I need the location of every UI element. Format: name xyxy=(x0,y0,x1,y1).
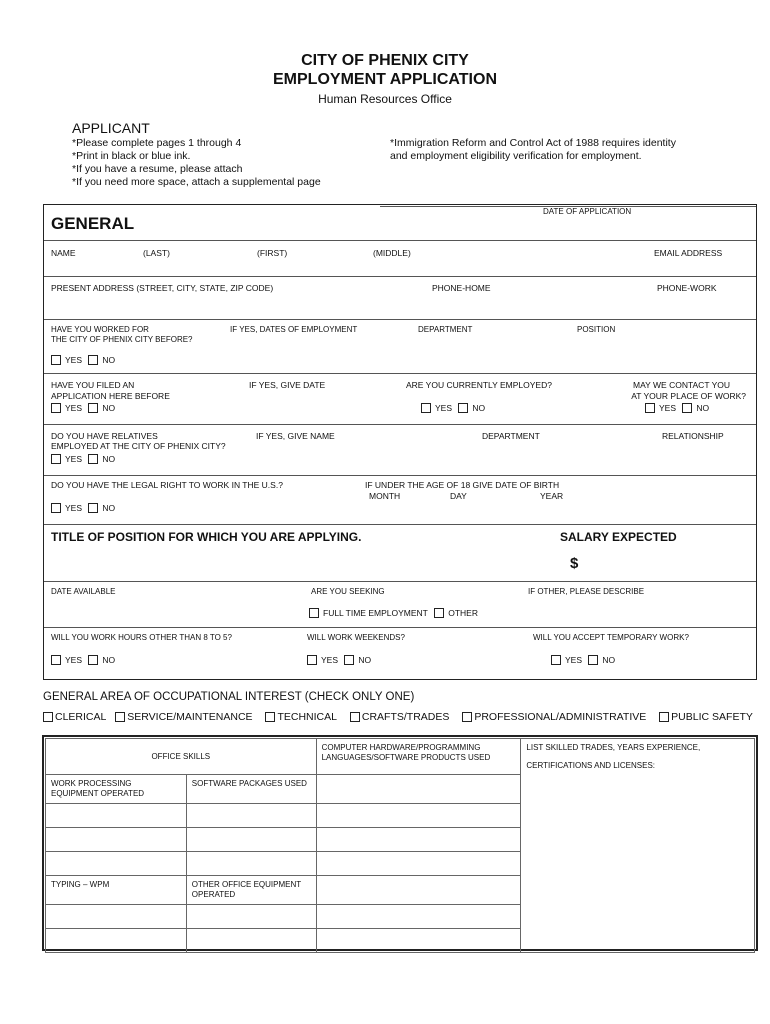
skills-table xyxy=(45,738,755,953)
checkbox-icon[interactable] xyxy=(51,403,61,413)
word-processing-input[interactable] xyxy=(46,828,187,852)
interest-option-service[interactable] xyxy=(115,711,252,723)
filed-line1: HAVE YOU FILED AN xyxy=(51,380,135,390)
yes-label: YES xyxy=(65,454,83,464)
yes-option[interactable] xyxy=(51,503,82,513)
software-input[interactable] xyxy=(186,804,316,828)
yes-option[interactable] xyxy=(51,454,82,464)
checkbox-icon[interactable] xyxy=(51,655,61,665)
no-label: NO xyxy=(102,503,116,513)
phone-home-label: PHONE-HOME xyxy=(432,283,491,293)
other-describe-label: IF OTHER, PLEASE DESCRIBE xyxy=(528,587,645,596)
yes-label: YES xyxy=(65,403,83,413)
weekends-choice xyxy=(307,655,371,667)
no-option[interactable] xyxy=(88,454,115,464)
temporary-choice xyxy=(551,655,615,667)
yes-label: YES xyxy=(65,655,83,665)
interest-option-technical[interactable] xyxy=(265,711,337,723)
checkbox-icon[interactable] xyxy=(350,712,360,722)
checkbox-icon[interactable] xyxy=(307,655,317,665)
date-available-label: DATE AVAILABLE xyxy=(51,587,116,596)
other-option[interactable] xyxy=(434,608,478,618)
contact-line2: AT YOUR PLACE OF WORK? xyxy=(631,391,746,401)
computer-hw-input[interactable] xyxy=(316,804,521,828)
relatives-choice xyxy=(51,454,115,466)
general-title: GENERAL xyxy=(51,214,135,233)
checkbox-icon[interactable] xyxy=(88,503,98,513)
no-label: NO xyxy=(696,403,710,413)
no-label: NO xyxy=(602,655,616,665)
checkbox-icon[interactable] xyxy=(344,655,354,665)
checkbox-icon[interactable] xyxy=(265,712,275,722)
computer-hw-input[interactable] xyxy=(316,775,521,804)
checkbox-icon[interactable] xyxy=(88,403,98,413)
yes-label: YES xyxy=(435,403,453,413)
other-equipment-input[interactable] xyxy=(186,905,316,929)
temporary-label: WILL YOU ACCEPT TEMPORARY WORK? xyxy=(533,633,689,642)
city-title: CITY OF PHENIX CITY xyxy=(301,52,469,69)
yes-option[interactable] xyxy=(645,403,676,413)
relative-department-label: DEPARTMENT xyxy=(482,431,540,441)
interest-option-clerical[interactable] xyxy=(43,711,106,723)
middle-label: (MIDDLE) xyxy=(373,248,411,258)
computer-hw-input[interactable] xyxy=(316,929,521,953)
relatives-label xyxy=(51,431,226,451)
worked-before-label xyxy=(51,325,193,345)
computer-hw-input[interactable] xyxy=(316,852,521,876)
interest-option-crafts[interactable] xyxy=(350,711,450,723)
checkbox-icon[interactable] xyxy=(682,403,692,413)
date-of-application-label: DATE OF APPLICATION xyxy=(543,207,632,216)
present-address-label: PRESENT ADDRESS (STREET, CITY, STATE, ZIP CODE) xyxy=(51,283,274,293)
hours-choice xyxy=(51,655,115,667)
checkbox-icon[interactable] xyxy=(309,608,319,618)
software-input[interactable] xyxy=(186,828,316,852)
word-processing-input[interactable] xyxy=(46,804,187,828)
checkbox-icon[interactable] xyxy=(588,655,598,665)
checkbox-icon[interactable] xyxy=(659,712,669,722)
no-label: NO xyxy=(472,403,486,413)
no-option[interactable] xyxy=(344,655,371,665)
first-label: (FIRST) xyxy=(257,248,288,258)
checkbox-icon[interactable] xyxy=(51,355,61,365)
checkbox-icon[interactable] xyxy=(551,655,561,665)
immigration-note xyxy=(390,137,676,163)
interest-label: CRAFTS/TRADES xyxy=(361,711,450,723)
full-time-option[interactable] xyxy=(309,608,428,618)
no-label: NO xyxy=(358,655,372,665)
no-option[interactable] xyxy=(458,403,485,413)
yes-option[interactable] xyxy=(51,403,82,413)
last-label: (LAST) xyxy=(143,248,170,258)
other-equipment-input[interactable] xyxy=(186,929,316,953)
yes-option[interactable] xyxy=(551,655,582,665)
currently-employed-choice xyxy=(421,403,485,415)
no-option[interactable] xyxy=(88,403,115,413)
contact-at-work-label xyxy=(610,380,746,402)
yes-option[interactable] xyxy=(307,655,338,665)
typing-input[interactable] xyxy=(46,905,187,929)
dollar-sign: $ xyxy=(570,555,579,572)
word-processing-input[interactable] xyxy=(46,852,187,876)
contact-line1: MAY WE CONTACT YOU xyxy=(633,380,730,390)
give-date-label: IF YES, GIVE DATE xyxy=(249,380,326,390)
checkbox-icon[interactable] xyxy=(88,655,98,665)
legal-right-choice xyxy=(51,503,115,515)
interest-label: PUBLIC SAFETY xyxy=(671,711,753,723)
interest-label: CLERICAL xyxy=(55,711,107,723)
phone-work-label: PHONE-WORK xyxy=(657,283,717,293)
weekends-label: WILL WORK WEEKENDS? xyxy=(307,633,405,642)
name-label: NAME xyxy=(51,248,76,258)
computer-hw-header: COMPUTER HARDWARE/PROGRAMMING LANGUAGES/SOFTWARE PRODUCTS USED xyxy=(316,739,521,775)
interest-label: PROFESSIONAL/ADMINISTRATIVE xyxy=(474,711,647,723)
instruction-line: *If you have a resume, please attach xyxy=(72,163,243,175)
give-name-label: IF YES, GIVE NAME xyxy=(256,431,335,441)
software-packages-label: SOFTWARE PACKAGES USED xyxy=(186,775,316,804)
software-input[interactable] xyxy=(186,852,316,876)
yes-option[interactable] xyxy=(51,355,82,365)
checkbox-icon[interactable] xyxy=(88,454,98,464)
department-label: DEPARTMENT xyxy=(418,325,473,334)
no-option[interactable] xyxy=(682,403,709,413)
checkbox-icon[interactable] xyxy=(115,712,125,722)
interest-options xyxy=(43,711,753,725)
yes-option[interactable] xyxy=(421,403,452,413)
no-label: NO xyxy=(102,655,116,665)
checkbox-icon[interactable] xyxy=(43,712,53,722)
office-skills-header: OFFICE SKILLS xyxy=(46,739,317,775)
checkbox-icon[interactable] xyxy=(51,454,61,464)
relationship-label: RELATIONSHIP xyxy=(662,431,724,441)
relatives-line1: DO YOU HAVE RELATIVES xyxy=(51,431,158,441)
interest-heading: GENERAL AREA OF OCCUPATIONAL INTEREST (CHECK ONLY ONE) xyxy=(43,691,415,703)
office-subtitle: Human Resources Office xyxy=(318,92,452,106)
email-label: EMAIL ADDRESS xyxy=(654,248,723,258)
checkbox-icon[interactable] xyxy=(421,403,431,413)
no-option[interactable] xyxy=(88,503,115,513)
year-label: YEAR xyxy=(540,491,564,501)
interest-label: TECHNICAL xyxy=(277,711,337,723)
filed-before-choice xyxy=(51,403,115,415)
no-option[interactable] xyxy=(88,355,115,365)
yes-label: YES xyxy=(321,655,339,665)
skilled-trades-cell[interactable] xyxy=(521,739,755,953)
checkbox-icon[interactable] xyxy=(88,355,98,365)
no-label: NO xyxy=(102,403,116,413)
checkbox-icon[interactable] xyxy=(462,712,472,722)
yes-label: YES xyxy=(659,403,677,413)
full-time-label: FULL TIME EMPLOYMENT xyxy=(323,608,428,618)
interest-option-public-safety[interactable] xyxy=(659,711,753,723)
form-title: EMPLOYMENT APPLICATION xyxy=(273,71,497,88)
interest-option-professional[interactable] xyxy=(462,711,646,723)
worked-before-choice xyxy=(51,355,115,367)
checkbox-icon[interactable] xyxy=(434,608,444,618)
day-label: DAY xyxy=(450,491,467,501)
contact-at-work-choice xyxy=(645,403,709,415)
yes-label: YES xyxy=(65,355,83,365)
no-label: NO xyxy=(102,454,116,464)
position-label: POSITION xyxy=(577,325,616,334)
applicant-heading: APPLICANT xyxy=(72,120,150,136)
legal-right-label: DO YOU HAVE THE LEGAL RIGHT TO WORK IN THE U.S.? xyxy=(51,480,283,490)
worked-before-line1: HAVE YOU WORKED FOR xyxy=(51,325,149,334)
computer-hw-input[interactable] xyxy=(316,905,521,929)
checkbox-icon[interactable] xyxy=(645,403,655,413)
yes-label: YES xyxy=(65,503,83,513)
instruction-line: *Print in black or blue ink. xyxy=(72,150,191,162)
no-option[interactable] xyxy=(88,655,115,665)
yes-label: YES xyxy=(565,655,583,665)
relatives-line2: EMPLOYED AT THE CITY OF PHENIX CITY? xyxy=(51,441,226,451)
interest-label: SERVICE/MAINTENANCE xyxy=(127,711,253,723)
seeking-label: ARE YOU SEEKING xyxy=(311,587,385,596)
filed-before-label xyxy=(51,380,170,402)
dates-employment-label: IF YES, DATES OF EMPLOYMENT xyxy=(230,325,358,334)
checkbox-icon[interactable] xyxy=(51,503,61,513)
trades-line2: CERTIFICATIONS AND LICENSES: xyxy=(526,761,656,770)
immigration-line: *Immigration Reform and Control Act of 1988 requires identity xyxy=(390,137,676,149)
month-label: MONTH xyxy=(369,491,401,501)
seeking-choice xyxy=(309,608,478,620)
instruction-line: *Please complete pages 1 through 4 xyxy=(72,137,242,149)
currently-employed-label: ARE YOU CURRENTLY EMPLOYED? xyxy=(406,380,552,390)
computer-hw-input[interactable] xyxy=(316,876,521,905)
typing-input[interactable] xyxy=(46,929,187,953)
position-title-label: TITLE OF POSITION FOR WHICH YOU ARE APPLYING. xyxy=(51,530,362,544)
immigration-line: and employment eligibility verification for employment. xyxy=(390,150,642,162)
instructions xyxy=(72,137,321,189)
no-option[interactable] xyxy=(588,655,615,665)
no-label: NO xyxy=(102,355,116,365)
yes-option[interactable] xyxy=(51,655,82,665)
instruction-line: *If you need more space, attach a supplemental page xyxy=(72,176,321,188)
word-processing-label: WORK PROCESSING EQUIPMENT OPERATED xyxy=(46,775,187,804)
other-equipment-label: OTHER OFFICE EQUIPMENT OPERATED xyxy=(186,876,316,905)
trades-line1: LIST SKILLED TRADES, YEARS EXPERIENCE, xyxy=(526,743,701,752)
typing-label: TYPING – WPM xyxy=(46,876,187,905)
worked-before-line2: THE CITY OF PHENIX CITY BEFORE? xyxy=(51,335,193,344)
checkbox-icon[interactable] xyxy=(458,403,468,413)
hours-label: WILL YOU WORK HOURS OTHER THAN 8 TO 5? xyxy=(51,633,232,642)
under-18-label: IF UNDER THE AGE OF 18 GIVE DATE OF BIRTH xyxy=(365,480,560,490)
filed-line2: APPLICATION HERE BEFORE xyxy=(51,391,170,401)
salary-expected-label: SALARY EXPECTED xyxy=(560,530,677,544)
computer-hw-input[interactable] xyxy=(316,828,521,852)
other-label: OTHER xyxy=(448,608,478,618)
